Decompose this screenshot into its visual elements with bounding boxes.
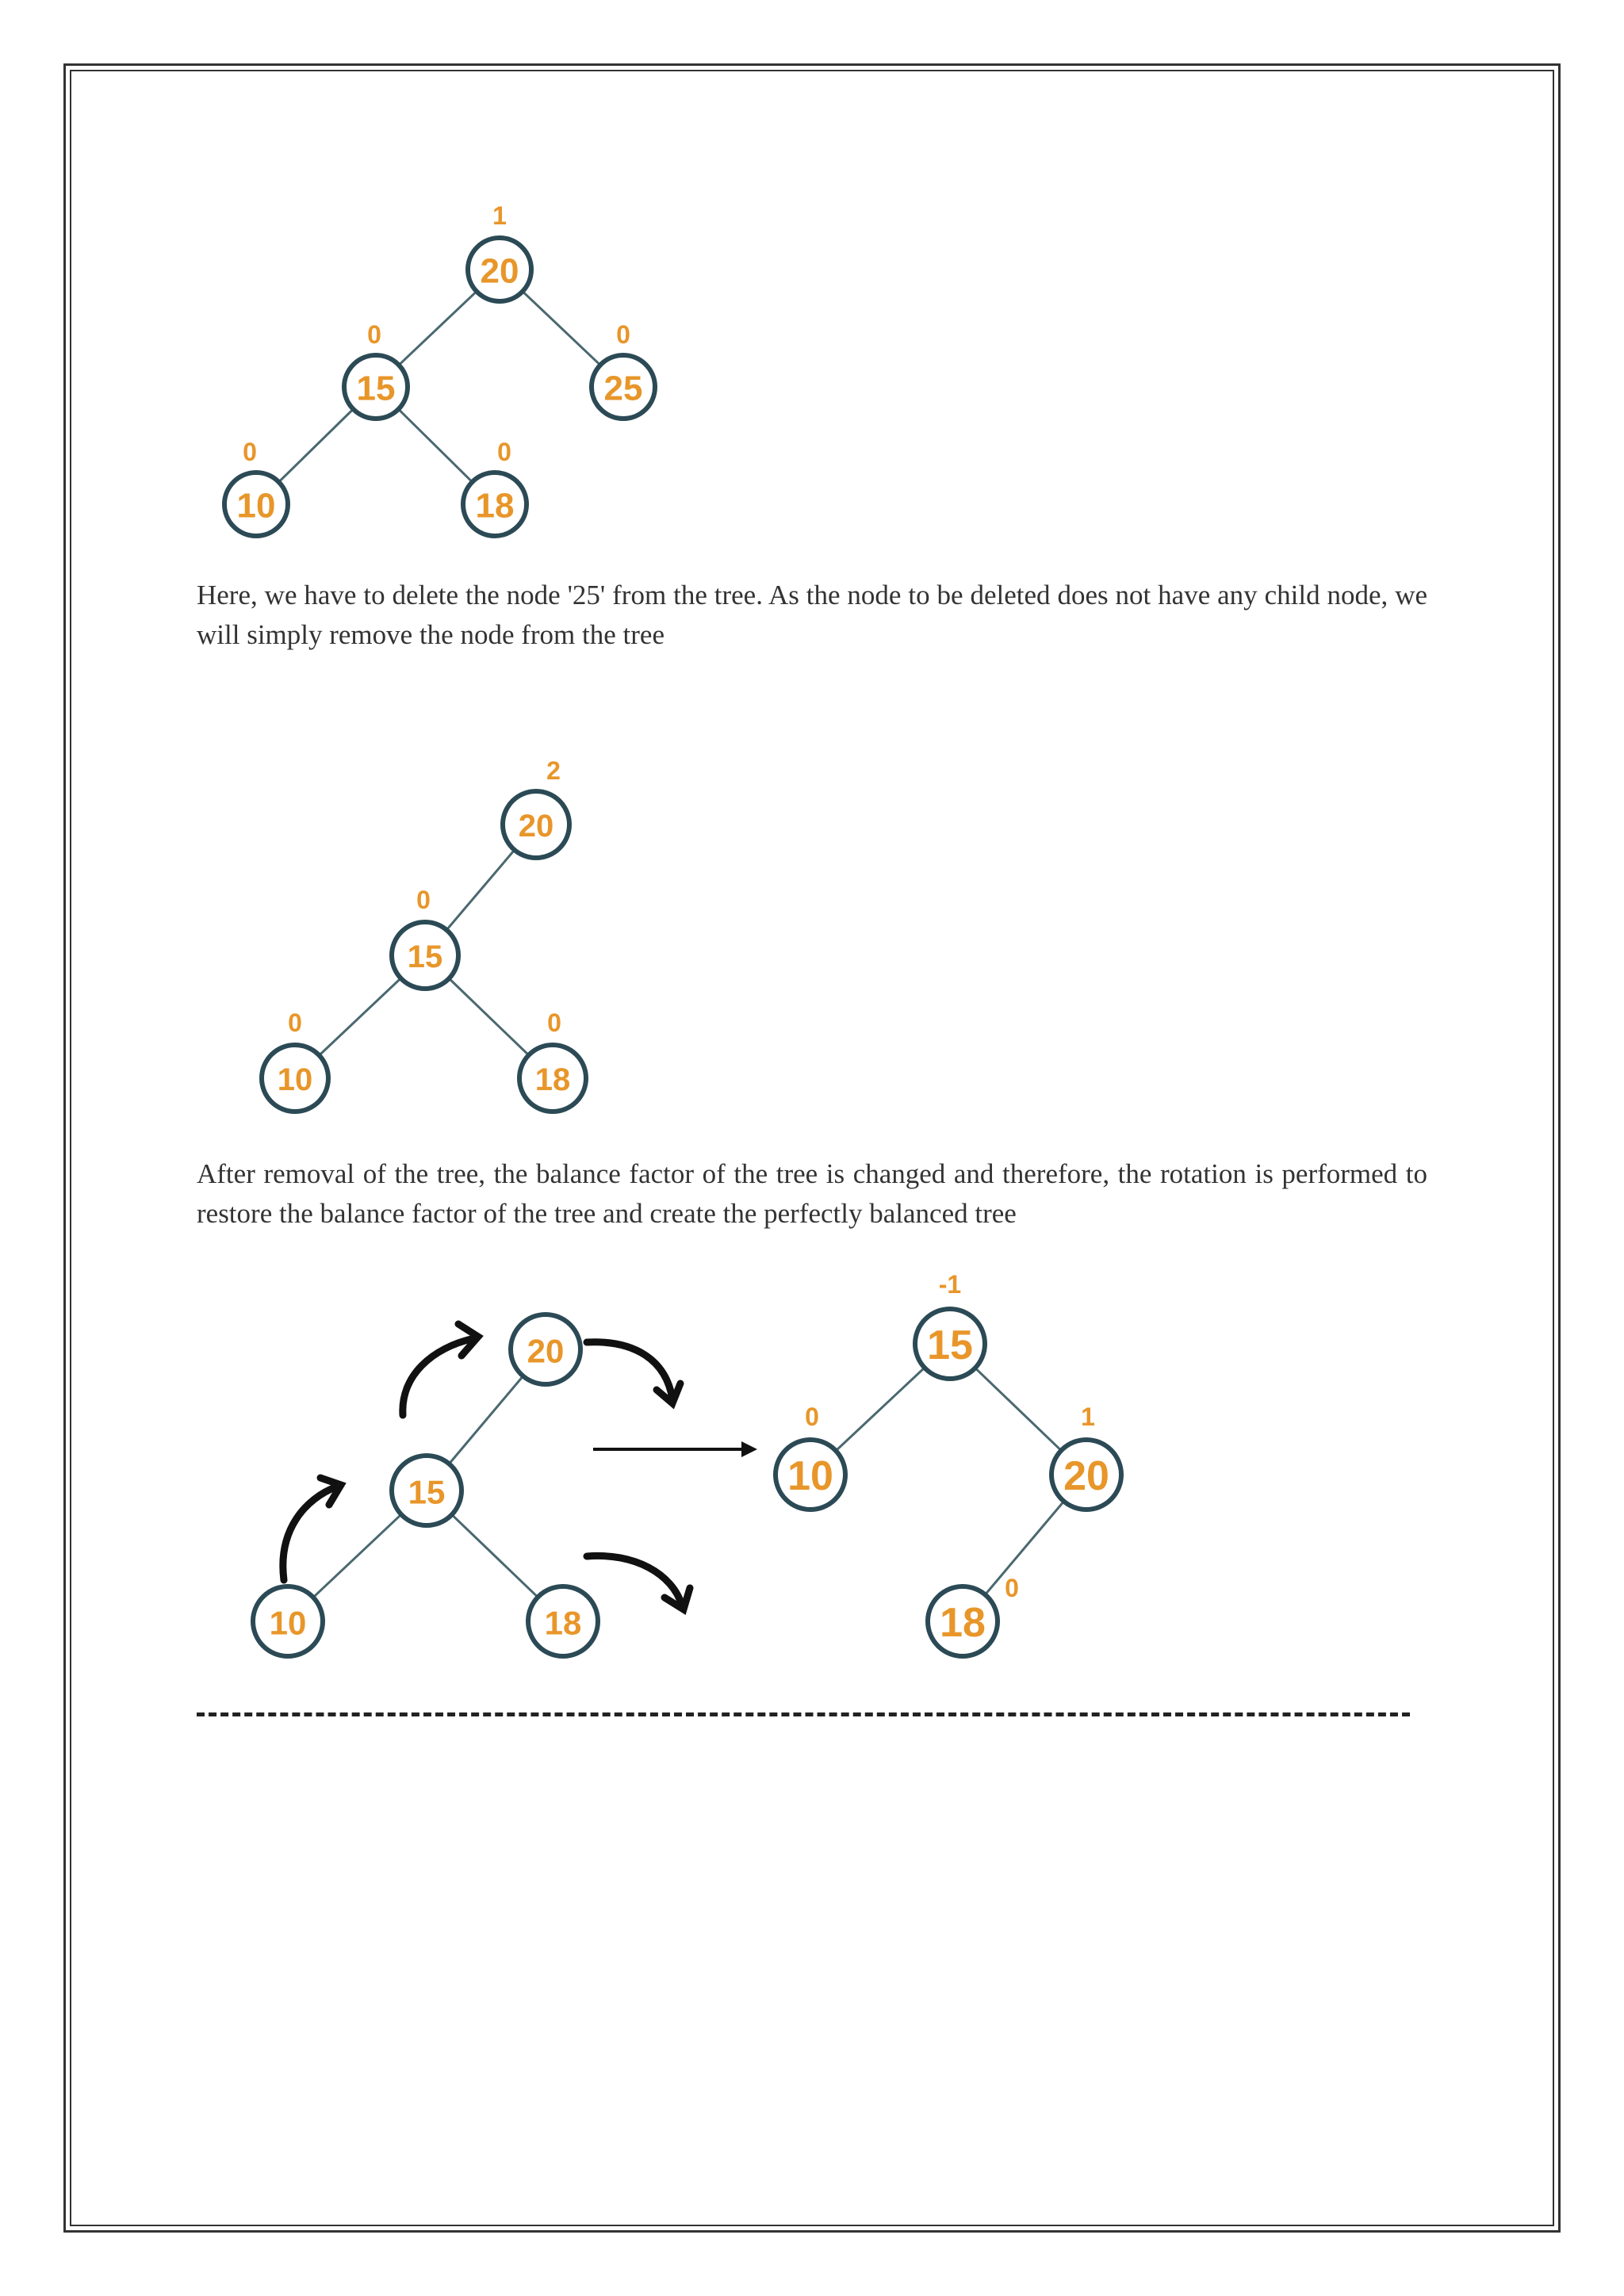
balance-factor-label: 0	[497, 438, 511, 466]
node-key-label: 20	[527, 1332, 565, 1370]
tree-3-before-rotation	[253, 1314, 690, 1656]
tree-edge	[523, 292, 600, 365]
transition-arrow	[593, 1441, 757, 1457]
node-key-label: 20	[1063, 1453, 1109, 1499]
node-key-label: 20	[480, 251, 519, 291]
tree-edge	[975, 1368, 1061, 1450]
tree-edge	[449, 978, 528, 1055]
tree-edge	[399, 292, 477, 365]
balance-factor-label: 0	[367, 320, 381, 349]
balance-factor-label: 0	[416, 886, 431, 914]
balance-factor-label: 1	[1081, 1402, 1095, 1431]
balance-factor-label: 0	[243, 438, 257, 466]
node-key-label: 15	[356, 369, 396, 408]
node-key-label: 20	[518, 809, 554, 844]
tree-edge	[398, 409, 472, 482]
node-key-label: 10	[269, 1604, 307, 1642]
balance-factor-label: 0	[547, 1008, 561, 1037]
balance-factor-label: 0	[616, 320, 630, 349]
node-key-label: 18	[940, 1600, 986, 1646]
node-key-label: 18	[475, 486, 515, 526]
node-key-label: 10	[236, 486, 276, 526]
node-key-label: 15	[408, 1473, 446, 1511]
node-key-label: 15	[407, 939, 443, 974]
balance-factor-label: 0	[288, 1008, 302, 1037]
tree-edge	[452, 1514, 538, 1597]
balance-factor-label: 0	[1005, 1574, 1019, 1602]
tree-edge	[836, 1368, 925, 1451]
node-key-label: 18	[544, 1604, 582, 1642]
tree-edge	[449, 1376, 523, 1464]
node-key-label: 15	[927, 1322, 973, 1368]
paragraph-delete-node-25: Here, we have to delete the node '25' from the tree. As the node to be deleted does not have any child node, we will simply remove the node from the tree	[197, 580, 1427, 650]
tree-2-after-removal	[262, 756, 586, 1112]
balance-factor-label: -1	[938, 1270, 962, 1299]
node-key-label: 10	[787, 1453, 833, 1499]
balance-factor-label: 0	[805, 1402, 819, 1431]
tree-edge	[446, 850, 515, 930]
tree-edge	[985, 1502, 1063, 1595]
balance-factor-label: 2	[546, 756, 561, 785]
paragraph-rotation-explanation: After removal of the tree, the balance factor of the tree is changed and therefore, the rotation is performed to restore the balance factor of the tree and create the perfectly balanced tree	[197, 1158, 1427, 1229]
balance-factor-label: 1	[492, 201, 507, 230]
tree-edge	[279, 409, 354, 482]
tree-3-after-rotation	[776, 1270, 1121, 1656]
node-key-label: 18	[534, 1062, 571, 1097]
tree-edge	[313, 1514, 401, 1598]
node-key-label: 25	[603, 369, 643, 408]
tree-1-before-deletion	[224, 201, 655, 536]
node-key-label: 10	[277, 1062, 313, 1097]
dashed-separator	[197, 1712, 1410, 1716]
tree-edge	[320, 978, 401, 1055]
